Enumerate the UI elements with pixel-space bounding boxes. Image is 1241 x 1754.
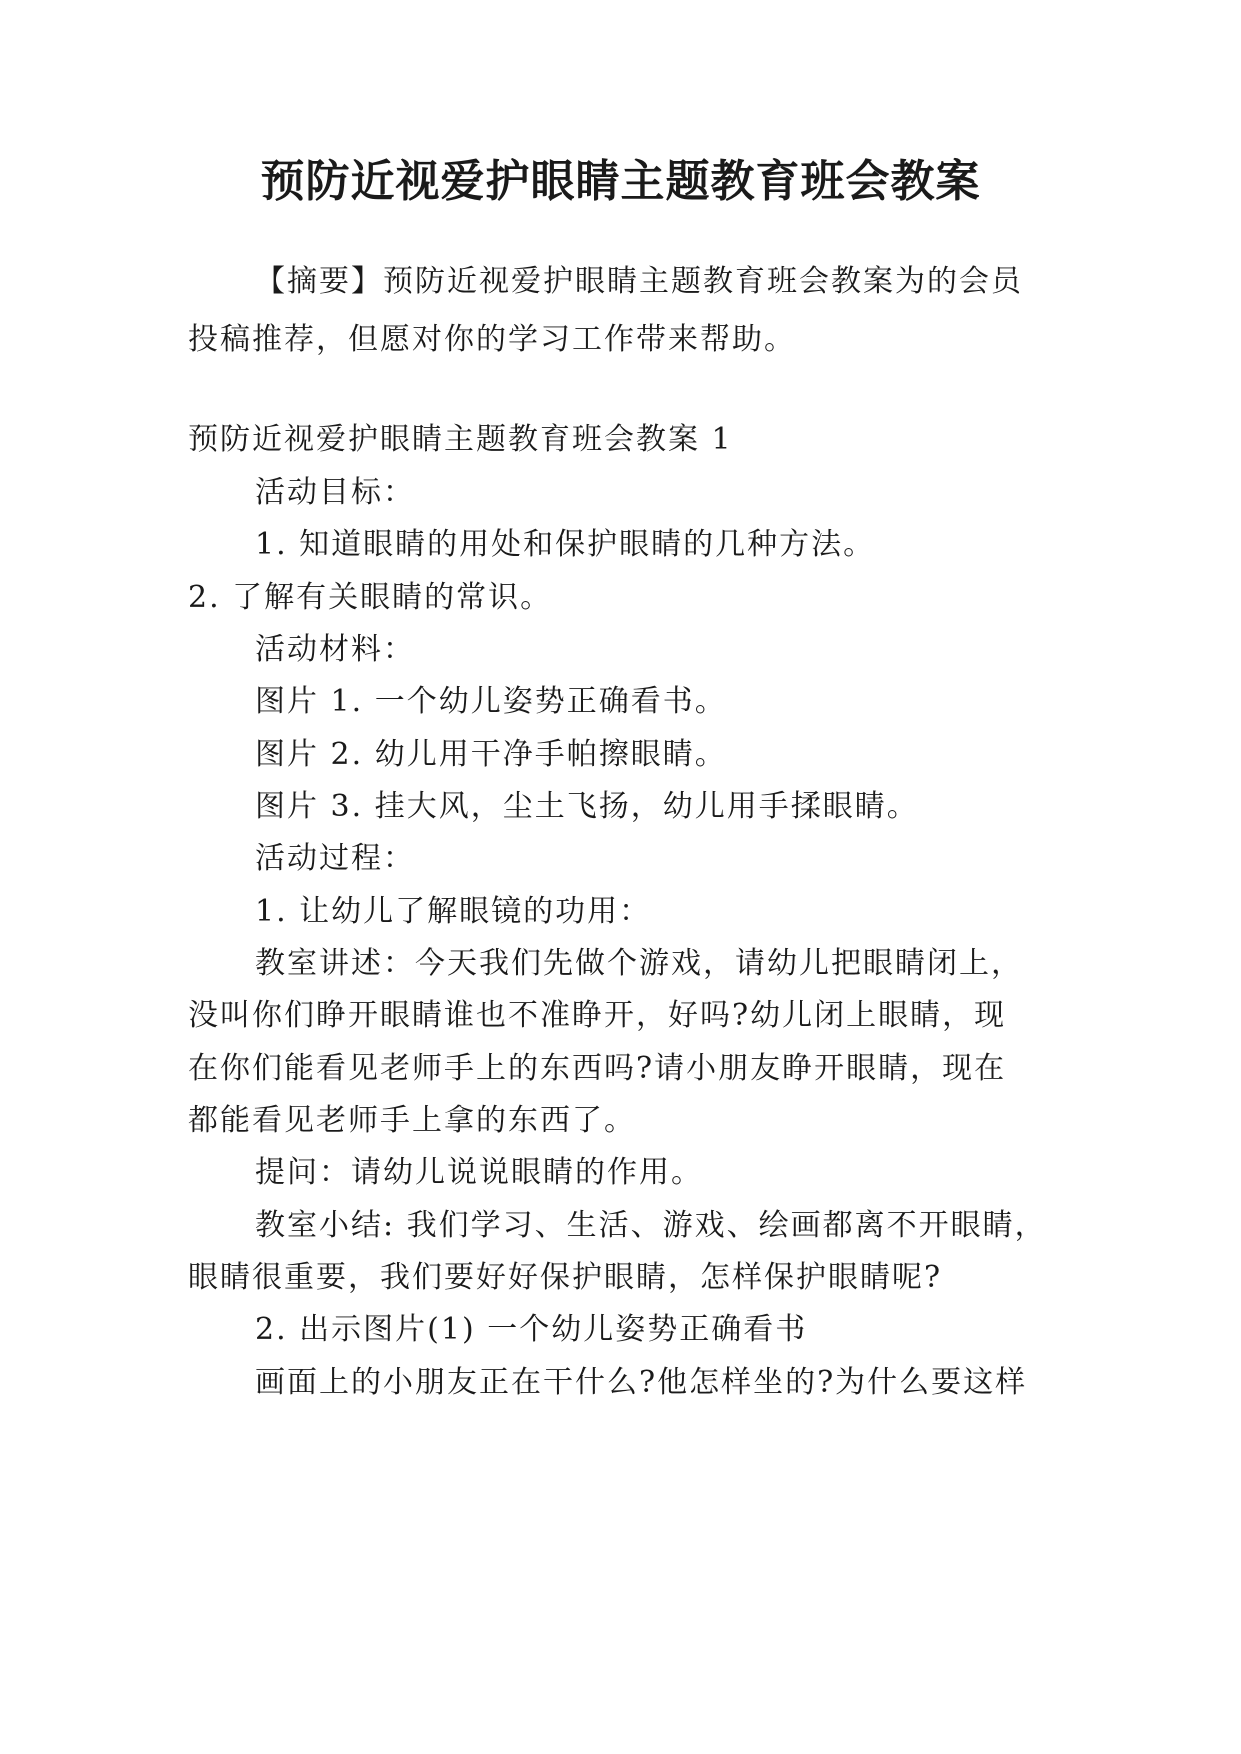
paragraph-line: 2. 出示图片(1) 一个幼儿姿势正确看书: [255, 1312, 808, 1347]
paragraph-line: 教室小结: 我们学习、生活、游戏、绘画都离不开眼睛，: [255, 1208, 1047, 1243]
paragraph-line: 活动目标：: [255, 475, 415, 510]
paragraph-line: 图片 1. 一个幼儿姿势正确看书。: [255, 684, 727, 719]
abstract-line-2: 投稿推荐，但愿对你的学习工作带来帮助。: [188, 322, 796, 357]
paragraph-line: 在你们能看见老师手上的东西吗?请小朋友睁开眼睛，现在: [188, 1051, 1007, 1086]
paragraph-line: 图片 3. 挂大风，尘土飞扬，幼儿用手揉眼睛。: [255, 789, 919, 824]
section-heading: 预防近视爱护眼睛主题教育班会教案 1: [188, 422, 733, 457]
paragraph-line: 提问：请幼儿说说眼睛的作用。: [255, 1155, 703, 1190]
paragraph-line: 图片 2. 幼儿用干净手帕擦眼睛。: [255, 737, 727, 772]
paragraph-line: 没叫你们睁开眼睛谁也不准睁开，好吗?幼儿闭上眼睛，现: [188, 998, 1007, 1033]
abstract-line-1: 【摘要】预防近视爱护眼睛主题教育班会教案为的会员: [255, 264, 1023, 299]
paragraph-line: 1. 知道眼睛的用处和保护眼睛的几种方法。: [255, 527, 876, 562]
paragraph-line: 活动材料：: [255, 632, 415, 667]
paragraph-line: 2. 了解有关眼睛的常识。: [188, 580, 553, 615]
paragraph-line: 都能看见老师手上拿的东西了。: [188, 1103, 636, 1138]
page-title: 预防近视爱护眼睛主题教育班会教案: [260, 156, 981, 207]
paragraph-line: 教室讲述：今天我们先做个游戏，请幼儿把眼睛闭上，: [255, 946, 1023, 981]
paragraph-line: 活动过程：: [255, 841, 415, 876]
paragraph-line: 1. 让幼儿了解眼镜的功用：: [255, 894, 652, 929]
paragraph-line: 画面上的小朋友正在干什么?他怎样坐的?为什么要这样: [255, 1365, 1028, 1400]
paragraph-line: 眼睛很重要，我们要好好保护眼睛，怎样保护眼睛呢?: [188, 1260, 943, 1295]
